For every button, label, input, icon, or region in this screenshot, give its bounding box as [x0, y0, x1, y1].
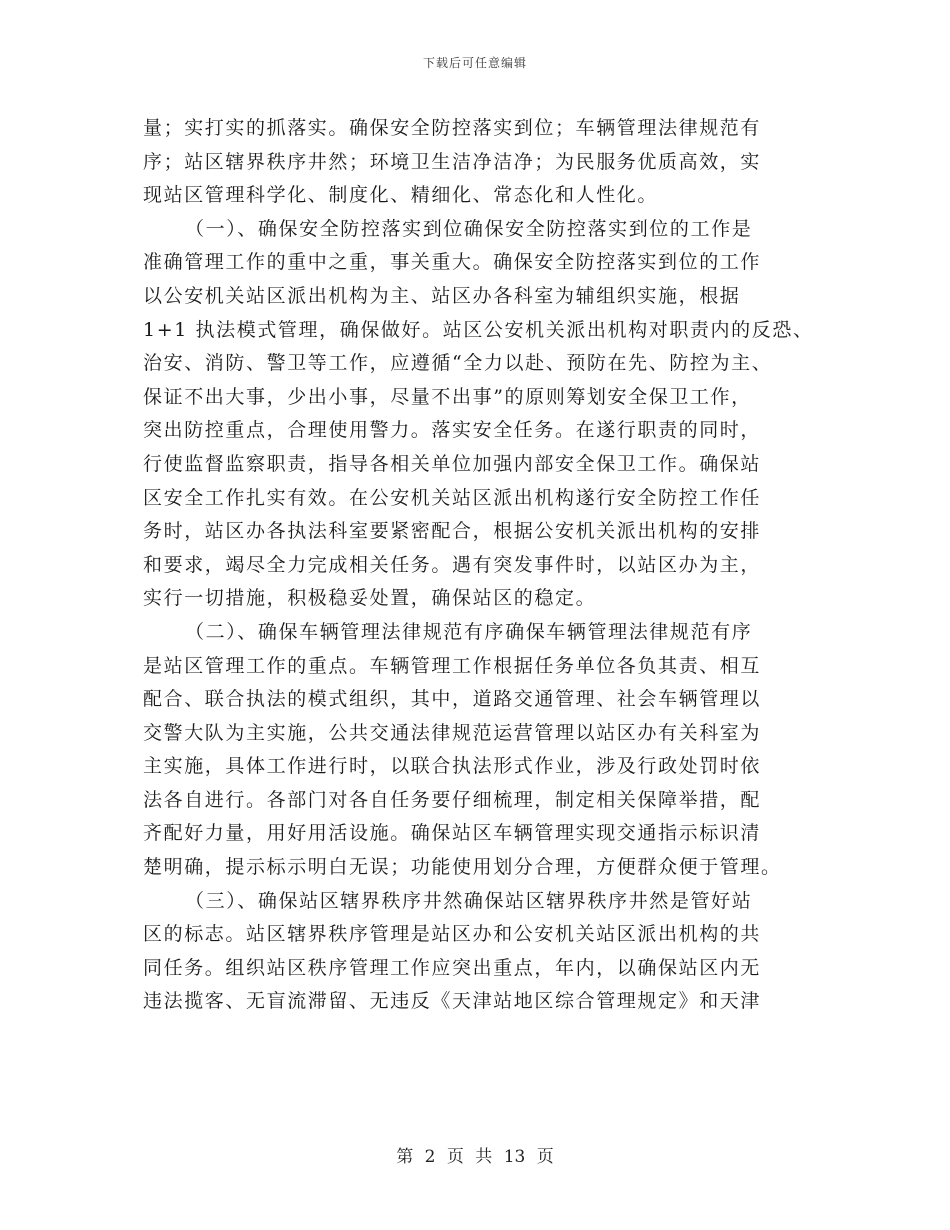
- text-line: 同任务。组织站区秩序管理工作应突出重点，年内，以确保站区内无: [143, 956, 762, 979]
- text-line: 区的标志。站区辖界秩序管理是站区办和公安机关站区派出机构的共: [143, 923, 762, 946]
- text-line: 法各自进行。各部门对各自任务要仔细梳理，制定相关保障举措，配: [143, 788, 762, 811]
- text-line: 齐配好力量，用好用活设施。确保站区车辆管理实现交通指示标识清: [143, 822, 762, 845]
- paragraph-first-line: （一）、确保安全防控落实到位确保安全防控落实到位的工作是: [185, 217, 753, 240]
- paragraph-first-line: （二）、确保车辆管理法律规范有序确保车辆管理法律规范有序: [185, 620, 753, 643]
- text-line: 序；站区辖界秩序井然；环境卫生洁净洁净；为民服务优质高效，实: [143, 150, 762, 173]
- text-line: 区安全工作扎实有效。在公安机关站区派出机构遂行安全防控工作任: [143, 486, 762, 509]
- page-header: 下载后可任意编辑: [422, 56, 527, 70]
- text-line: 楚明确，提示标示明白无误；功能使用划分合理，方便群众便于管理。: [143, 856, 782, 879]
- text-line: 务时，站区办各执法科室要紧密配合，根据公安机关派出机构的安排: [143, 520, 762, 543]
- page-number: 第 2 页 共 13 页: [396, 1147, 554, 1167]
- text-line: 交警大队为主实施，公共交通法律规范运营管理以站区办有关科室为: [143, 721, 762, 744]
- text-line: 治安、消防、警卫等工作，应遵循“全力以赴、预防在先、防控为主、: [143, 352, 773, 375]
- text-line: 主实施，具体工作进行时，以联合执法形式作业，涉及行政处罚时依: [143, 755, 762, 778]
- text-line: 现站区管理科学化、制度化、精细化、常态化和人性化。: [143, 184, 659, 207]
- text-line: 突出防控重点，合理使用警力。落实安全任务。在遂行职责的同时，: [143, 419, 762, 442]
- document-body: [143, 112, 814, 1019]
- text-line: 行使监督监察职责，指导各相关单位加强内部安全保卫工作。确保站: [143, 452, 762, 475]
- text-line: 是站区管理工作的重点。车辆管理工作根据任务单位各负其责、相互: [143, 654, 762, 677]
- paragraph-first-line: （三）、确保站区辖界秩序井然确保站区辖界秩序井然是管好站: [185, 889, 753, 912]
- text-line: 量；实打实的抓落实。确保安全防控落实到位；车辆管理法律规范有: [143, 117, 762, 139]
- text-line: 保证不出大事，少出小事，尽量不出事”的原则筹划安全保卫工作，: [143, 385, 752, 408]
- text-line: 实行一切措施，积极稳妥处置，确保站区的稳定。: [143, 587, 597, 610]
- text-line: 以公安机关站区派出机构为主、站区办各科室为辅组织实施，根据: [143, 284, 741, 307]
- text-line: 配合、联合执法的模式组织，其中，道路交通管理、社会车辆管理以: [143, 688, 762, 711]
- text-line: 违法揽客、无盲流滞留、无违反《天津站地区综合管理规定》和天津: [143, 990, 762, 1013]
- text-line: 准确管理工作的重中之重，事关重大。确保安全防控落实到位的工作: [143, 251, 762, 274]
- text-line: 和要求，竭尽全力完成相关任务。遇有突发事件时，以站区办为主，: [143, 553, 762, 576]
- text-line: 1+1 执法模式管理，确保做好。站区公安机关派出机构对职责内的反恐、: [143, 318, 814, 341]
